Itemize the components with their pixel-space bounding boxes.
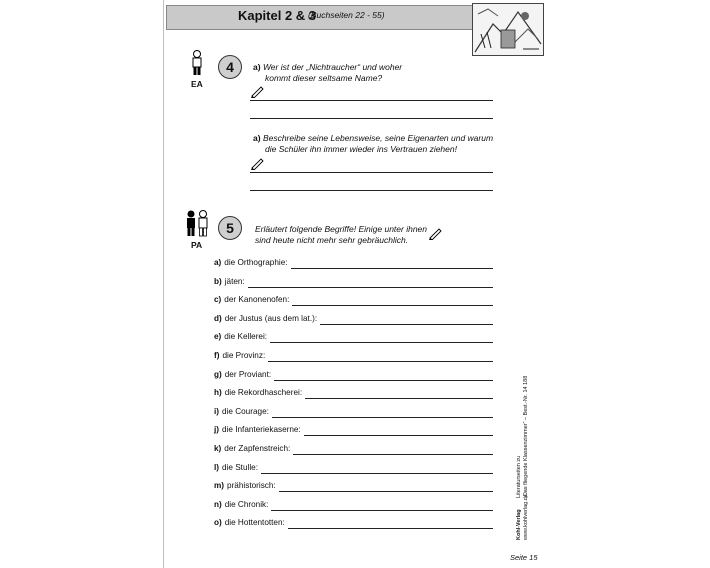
term-answer-line[interactable] xyxy=(248,287,493,288)
term-text: die Rekordhascherei: xyxy=(224,388,303,398)
term-label: k) xyxy=(214,444,222,453)
task4-mode-tag: EA xyxy=(191,79,203,89)
page-number: Seite 15 xyxy=(510,553,538,562)
task4-qa-label: a) xyxy=(253,62,261,72)
task4-qb-line1: Beschreibe seine Lebensweise, seine Eigenarten und warum xyxy=(262,133,494,143)
term-label: j) xyxy=(214,425,220,435)
publisher-url: www.kohlverlag.de xyxy=(523,494,529,540)
term-answer-line[interactable] xyxy=(292,305,493,306)
term-item xyxy=(214,370,271,379)
term-answer-line[interactable] xyxy=(305,398,493,399)
term-item xyxy=(214,481,276,490)
term-answer-line[interactable] xyxy=(291,268,493,269)
term-text: der Kanonenofen: xyxy=(224,295,290,305)
answer-line[interactable] xyxy=(250,172,493,173)
task5-intro-line2: sind heute nicht mehr sehr gebräuchlich. xyxy=(255,235,409,245)
sidebar-series-line2: „Das fliegende Klassenzimmer“ – Best.-Nr. 14 188 xyxy=(523,375,529,498)
term-label: l) xyxy=(214,462,220,472)
term-label: e) xyxy=(214,332,222,342)
term-item xyxy=(214,314,317,323)
chapter-title: Kapitel 2 & 3 xyxy=(238,8,317,23)
term-item xyxy=(214,425,301,434)
term-text: jäten: xyxy=(224,276,245,286)
header-illustration xyxy=(472,3,544,56)
task5-instructions xyxy=(255,224,427,246)
term-text: die Courage: xyxy=(222,406,269,416)
term-item xyxy=(214,407,269,416)
sidebar-series-line1: Literaturseiten zu xyxy=(516,455,522,498)
term-text: die Orthographie: xyxy=(224,258,288,267)
task5-mode-tag: PA xyxy=(191,240,203,250)
pair-icon xyxy=(184,210,210,243)
term-label: d) xyxy=(214,313,222,323)
term-answer-line[interactable] xyxy=(261,473,493,474)
task5-intro-line1: Erläutert folgende Begriffe! Einige unter ihnen xyxy=(255,224,428,234)
term-answer-line[interactable] xyxy=(270,342,493,343)
task4-number: 4 xyxy=(218,55,242,79)
term-answer-line[interactable] xyxy=(268,361,493,362)
task4-qb-label: a) xyxy=(253,133,261,143)
term-text: die Chronik: xyxy=(224,499,269,509)
term-label: i) xyxy=(214,406,220,416)
pencil-icon xyxy=(250,84,264,98)
term-label: h) xyxy=(214,388,222,398)
answer-line[interactable] xyxy=(250,118,493,119)
term-item xyxy=(214,277,245,286)
chapter-pages: (Buchseiten 22 - 55) xyxy=(308,10,385,20)
task4-question-a xyxy=(253,62,402,84)
term-text: die Provinz: xyxy=(222,351,266,360)
term-item xyxy=(214,518,285,527)
task4-qa-line2: kommt dieser seltsame Name? xyxy=(265,73,383,83)
term-item xyxy=(214,388,302,397)
term-text: die Infanteriekaserne: xyxy=(222,425,301,435)
term-answer-line[interactable] xyxy=(274,380,493,381)
term-answer-line[interactable] xyxy=(279,491,493,492)
task4-qb-line2: die Schüler ihn immer wieder ins Vertrauen ziehen! xyxy=(265,144,457,154)
term-text: die Kellerei: xyxy=(224,332,268,342)
term-item xyxy=(214,463,258,472)
term-label: f) xyxy=(214,351,220,360)
pencil-icon xyxy=(250,156,264,170)
term-answer-line[interactable] xyxy=(271,510,493,511)
term-item xyxy=(214,258,288,267)
term-item xyxy=(214,332,267,341)
answer-line[interactable] xyxy=(250,190,493,191)
term-label: a) xyxy=(214,258,222,267)
term-answer-line[interactable] xyxy=(293,454,493,455)
pencil-icon xyxy=(428,226,442,240)
term-label: o) xyxy=(214,518,222,528)
term-text: prähistorisch: xyxy=(227,481,276,491)
term-label: b) xyxy=(214,276,222,286)
term-label: c) xyxy=(214,295,222,305)
publisher-logo: Kohl-Verlag xyxy=(516,509,522,540)
term-item xyxy=(214,351,265,360)
single-person-icon xyxy=(190,50,204,81)
term-text: der Zapfenstreich: xyxy=(224,444,291,453)
term-item xyxy=(214,295,289,304)
term-label: g) xyxy=(214,369,222,379)
term-text: die Stulle: xyxy=(222,462,258,472)
term-label: n) xyxy=(214,499,222,509)
term-item xyxy=(214,444,290,453)
task4-question-b xyxy=(253,133,493,155)
term-text: der Justus (aus dem lat.): xyxy=(224,313,318,323)
task5-number: 5 xyxy=(218,216,242,240)
term-answer-line[interactable] xyxy=(288,528,493,529)
answer-line[interactable] xyxy=(250,100,493,101)
term-text: der Proviant: xyxy=(224,369,272,379)
term-label: m) xyxy=(214,481,225,491)
term-text: die Hottentotten: xyxy=(224,518,285,528)
term-item xyxy=(214,500,268,509)
term-answer-line[interactable] xyxy=(320,324,493,325)
task4-qa-line1: Wer ist der „Nichtraucher“ und woher xyxy=(262,62,403,72)
term-answer-line[interactable] xyxy=(272,417,493,418)
term-answer-line[interactable] xyxy=(304,435,493,436)
